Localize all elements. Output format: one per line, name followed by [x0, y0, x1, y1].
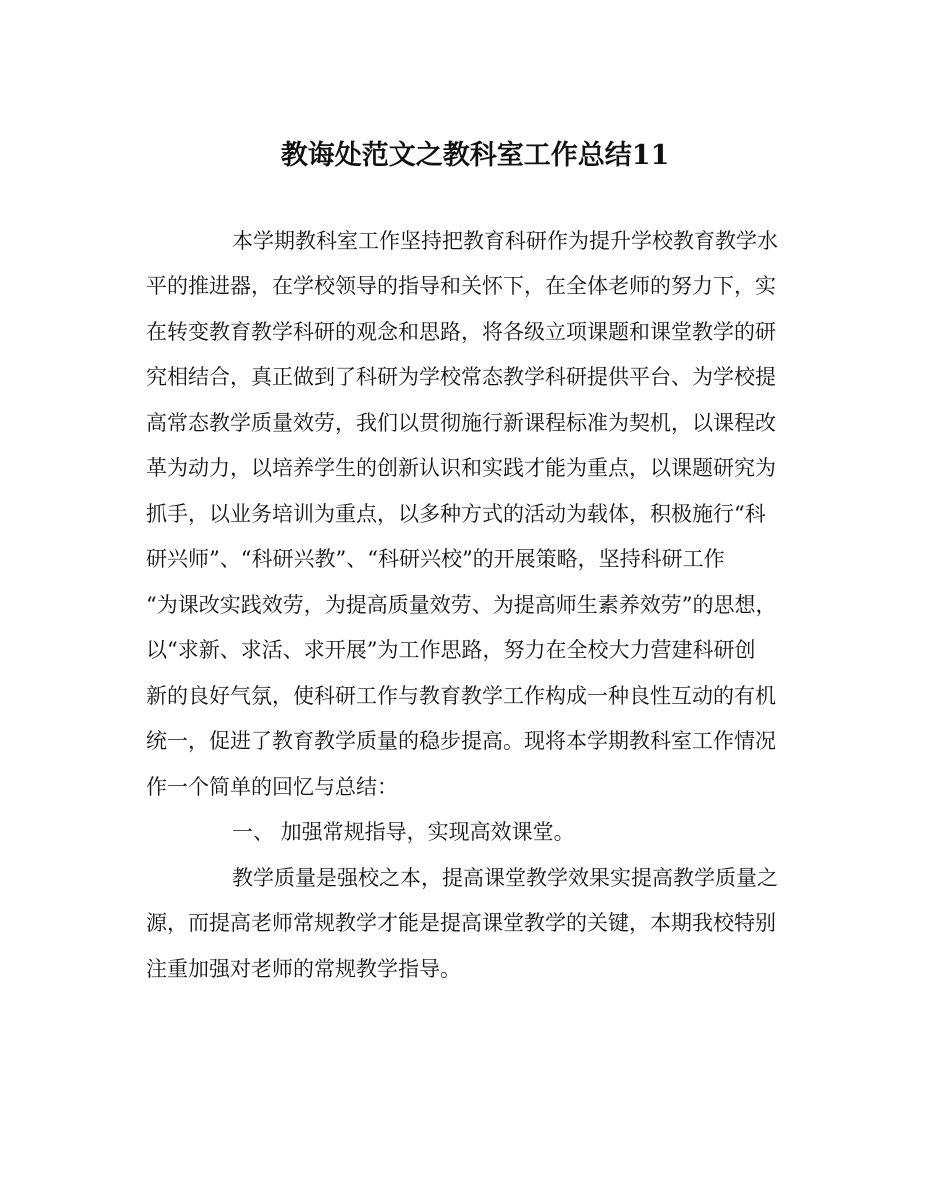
- paragraph-2-line-1: 教学质量是强校之本，提高课堂教学效果实提高教学质量之: [232, 866, 778, 890]
- paragraph-2-line-2: 源，而提高老师常规教学才能是提高课堂教学的关键，本期我校特别: [146, 911, 776, 935]
- paragraph-1-line-5: 高常态教学质量效劳，我们以贯彻施行新课程标准为契机，以课程改: [146, 411, 776, 435]
- paragraph-1-line-7: 抓手，以业务培训为重点，以多种方式的活动为载体，积极施行“科: [146, 502, 766, 526]
- paragraph-1-line-3: 在转变教育教学科研的观念和思路，将各级立项课题和课堂教学的研: [146, 320, 776, 344]
- document-title: 教诲处范文之教科室工作总结11: [280, 140, 670, 171]
- paragraph-1-line-10: 以“求新、求活、求开展”为工作思路，努力在全校大力营建科研创: [146, 638, 756, 662]
- section-heading-1: 一、 加强常规指导，实现高效课堂。: [232, 820, 575, 844]
- paragraph-1-line-1: 本学期教科室工作坚持把教育科研作为提升学校教育教学水: [232, 229, 778, 253]
- paragraph-2-line-3: 注重加强对老师的常规教学指导。: [146, 957, 461, 981]
- paragraph-1-line-11: 新的良好气氛，使科研工作与教育教学工作构成一种良性互动的有机: [146, 684, 776, 708]
- paragraph-1-line-6: 革为动力，以培养学生的创新认识和实践才能为重点，以课题研究为: [146, 456, 776, 480]
- paragraph-1-line-13: 作一个简单的回忆与总结：: [146, 775, 398, 799]
- paragraph-1-line-9: “为课改实践效劳，为提高质量效劳、为提高师生素养效劳”的思想，: [146, 593, 777, 617]
- paragraph-1-line-4: 究相结合，真正做到了科研为学校常态教学科研提供平台、为学校提: [146, 365, 776, 389]
- paragraph-1-line-2: 平的推进器，在学校领导的指导和关怀下，在全体老师的努力下，实: [146, 274, 776, 298]
- paragraph-1-line-12: 统一，促进了教育教学质量的稳步提高。现将本学期教科室工作情况: [146, 729, 776, 753]
- paragraph-1-line-8: 研兴师”、“科研兴教”、“科研兴校”的开展策略，坚持科研工作: [146, 547, 725, 571]
